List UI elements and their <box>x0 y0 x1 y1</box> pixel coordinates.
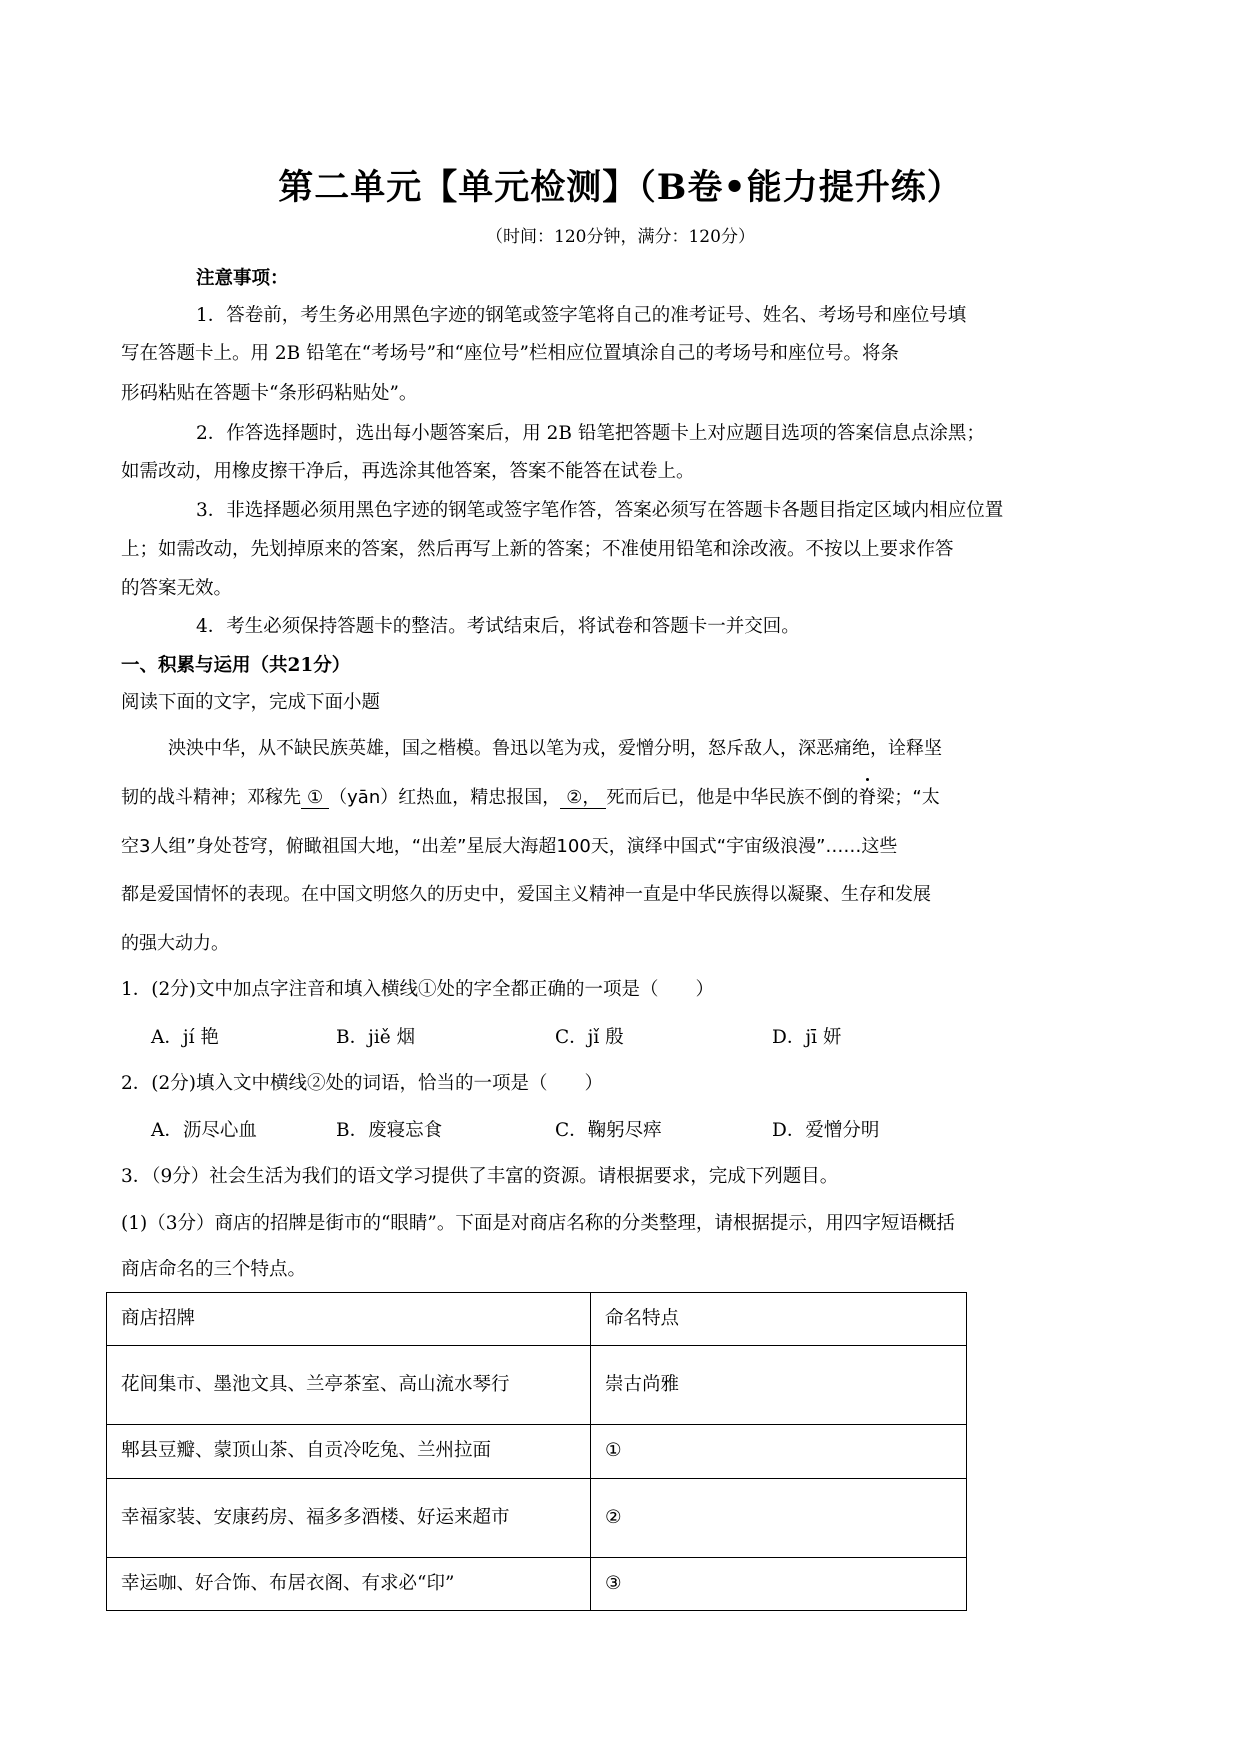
q2-option-a: A．沥尽心血 <box>151 1120 257 1141</box>
q1-option-c: C．jǐ 殷 <box>555 1027 624 1048</box>
question-3-sub1: 商店命名的三个特点。 <box>121 1259 307 1280</box>
question-2-stem: 2．(2分)填入文中横线②处的词语，恰当的一项是（ ） <box>121 1073 603 1094</box>
table-row <box>107 1346 967 1425</box>
passage-text: 韧的战斗精神；邓稼先 <box>121 787 301 808</box>
q1-option-d: D．jī 妍 <box>772 1027 842 1048</box>
notice-line: 如需改动，用橡皮擦干净后，再选涂其他答案，答案不能答在试卷上。 <box>121 461 695 482</box>
dotted-character: 脊 <box>858 787 877 808</box>
table-header-row <box>107 1293 967 1346</box>
passage-line <box>121 783 940 809</box>
question-1-stem: 1．(2分)文中加点字注音和填入横线①处的字全都正确的一项是（ ） <box>121 979 714 1000</box>
table-header-cell: 商店招牌 <box>107 1293 591 1346</box>
passage-line: 空3人组”身处苍穹，俯瞰祖国大地，“出差”星辰大海超100天，演绎中国式“宇宙级浪漫”……这些 <box>121 836 898 857</box>
shop-names-cell: 郫县豆瓣、蒙顶山茶、自贡冷吃兔、兰州拉面 <box>107 1425 591 1479</box>
q1-option-b: B．jiě 烟 <box>336 1027 416 1048</box>
notice-line: 4．考生必须保持答题卡的整洁。考试结束后，将试卷和答题卡一并交回。 <box>196 616 800 637</box>
notice-line: 上；如需改动，先划掉原来的答案，然后再写上新的答案；不准使用铅笔和涂改液。不按以上要求作答 <box>121 539 954 560</box>
page-subtitle: （时间：120分钟，满分：120分） <box>486 227 755 247</box>
notice-line: 的答案无效。 <box>121 578 233 599</box>
shop-names-cell: 花间集市、墨池文具、兰亭茶室、高山流水琴行 <box>107 1346 591 1425</box>
table-row <box>107 1558 967 1611</box>
table-header-cell: 命名特点 <box>591 1293 967 1346</box>
section-instruction: 阅读下面的文字，完成下面小题 <box>121 692 381 713</box>
naming-feature-cell: ① <box>591 1425 967 1479</box>
shop-names-cell: 幸福家装、安康药房、福多多酒楼、好运来超市 <box>107 1479 591 1558</box>
blank-1: ① <box>301 788 329 809</box>
passage-line: 泱泱中华，从不缺民族英雄，国之楷模。鲁迅以笔为戎，爱憎分明，怒斥敌人，深恶痛绝，诠释坚 <box>168 738 942 759</box>
notice-line: 写在答题卡上。用 2B 铅笔在“考场号”和“座位号”栏相应位置填涂自己的考场号和座位号。将条 <box>121 343 899 364</box>
question-3-sub1: (1)（3分）商店的招牌是街市的“眼睛”。下面是对商店名称的分类整理，请根据提示，用四字短语概括 <box>121 1213 955 1234</box>
section-heading: 一、积累与运用（共21分） <box>121 655 351 676</box>
page-title: 第二单元【单元检测】（B卷•能力提升练） <box>278 167 963 208</box>
shop-names-cell: 幸运咖、好合饰、布居衣阁、有求必“印” <box>107 1558 591 1611</box>
table-row <box>107 1425 967 1479</box>
notice-line: 形码粘贴在答题卡“条形码粘贴处”。 <box>121 383 418 404</box>
q2-option-d: D．爱憎分明 <box>772 1120 880 1141</box>
naming-feature-cell: ③ <box>591 1558 967 1611</box>
naming-feature-cell: 崇古尚雅 <box>591 1346 967 1425</box>
q2-option-b: B．废寝忘食 <box>336 1120 443 1141</box>
passage-text: （yān）红热血，精忠报国， <box>329 787 561 808</box>
notice-heading: 注意事项： <box>196 268 289 289</box>
blank-2: ②， <box>560 788 606 809</box>
q1-option-a: A．jí 艳 <box>151 1027 219 1048</box>
q2-option-c: C．鞠躬尽瘁 <box>555 1120 662 1141</box>
notice-line: 1．答卷前，考生务必用黑色字迹的钢笔或签字笔将自己的准考证号、姓名、考场号和座位号填 <box>196 305 967 326</box>
passage-text: 死而后已，他是中华民族不倒的 <box>606 787 859 808</box>
table-row <box>107 1479 967 1558</box>
passage-line: 都是爱国情怀的表现。在中国文明悠久的历史中，爱国主义精神一直是中华民族得以凝聚、生存和发展 <box>121 884 931 905</box>
shop-sign-table <box>106 1292 967 1611</box>
notice-line: 3．非选择题必须用黑色字迹的钢笔或签字笔作答，答案必须写在答题卡各题目指定区域内相应位置 <box>196 500 1004 521</box>
naming-feature-cell: ② <box>591 1479 967 1558</box>
passage-line: 的强大动力。 <box>121 933 229 954</box>
passage-text: 梁；“太 <box>876 787 940 808</box>
question-3-stem: 3．（9分）社会生活为我们的语文学习提供了丰富的资源。请根据要求，完成下列题目。 <box>121 1166 839 1187</box>
notice-line: 2．作答选择题时，选出每小题答案后，用 2B 铅笔把答题卡上对应题目选项的答案信息点涂黑； <box>196 423 985 444</box>
